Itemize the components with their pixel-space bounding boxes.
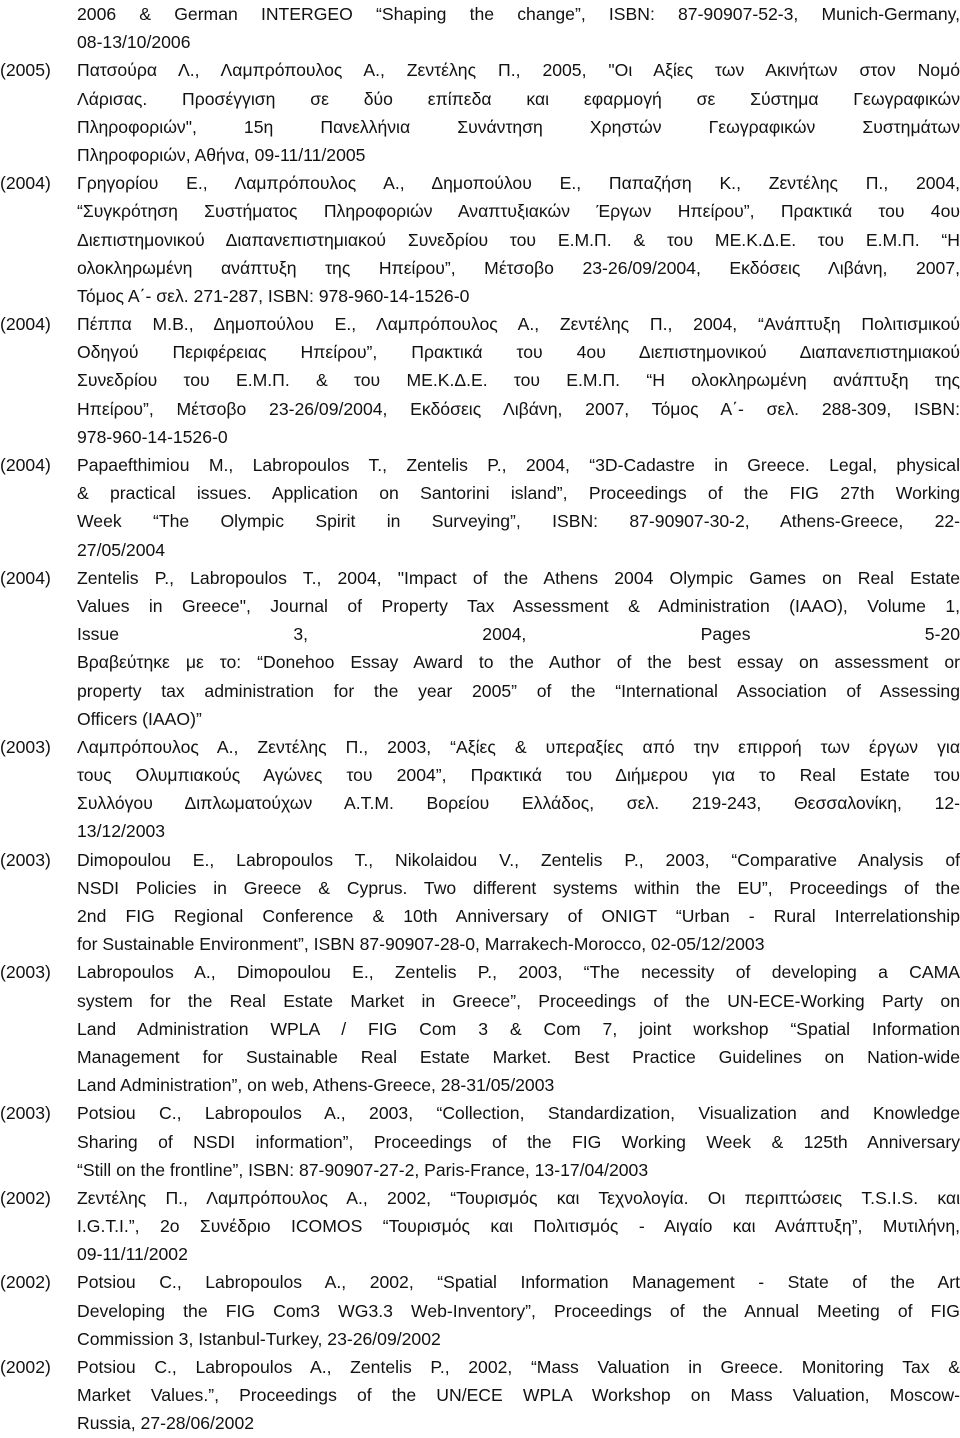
publication-citation — [77, 56, 960, 169]
publication-citation — [77, 564, 960, 733]
publication-entry — [0, 451, 960, 564]
publication-entry — [0, 1268, 960, 1353]
citation-line: property tax administration for the year 2005” of the “International Association of Assessing — [77, 680, 960, 701]
citation-line: Management for Sustainable Real Estate Market. Best Practice Guidelines on Nation-wide — [77, 1046, 960, 1067]
publication-citation — [77, 169, 960, 310]
publication-entry — [0, 564, 960, 733]
publication-year: (2004) — [0, 455, 51, 475]
citation-line: I.G.T.I.”, 2ο Συνέδριο ICOMOS “Τουρισμός και Πολιτισμός - Αιγαίο και Ανάπτυξη”, Μυτιλήνη, — [77, 1216, 960, 1237]
publication-entry — [0, 56, 960, 169]
citation-line: Potsiou C., Labropoulos A., 2002, “Spatial Information Management - State of the Art — [77, 1272, 960, 1293]
citation-line: Potsiou C., Labropoulos A., Zentelis P., 2002, “Mass Valuation in Greece. Monitoring Tax & — [77, 1357, 960, 1377]
publication-entry — [0, 733, 960, 846]
publication-year: (2003) — [0, 1103, 51, 1124]
citation-line: 978-960-14-1526-0 — [77, 426, 228, 447]
citation-line: Sharing of NSDI information”, Proceedings of the FIG Working Week & 125th Anniversary — [77, 1131, 960, 1152]
publication-citation — [77, 0, 960, 56]
citation-line: ολοκληρωμένη ανάπτυξη της Ηπείρου”, Μέτσοβο 23-26/09/2004, Εκδόσεις Λιβάνη, 2007, — [77, 257, 960, 278]
citation-line: Ηπείρου”, Μέτσοβο 23-26/09/2004, Εκδόσεις Λιβάνη, 2007, Τόμος Α΄- σελ. 288-309, ISBN: — [77, 398, 960, 419]
publication-entry — [0, 846, 960, 959]
citation-line: 09-11/11/2002 — [77, 1244, 188, 1265]
citation-line: Συνεδρίου του Ε.Μ.Π. & του ΜΕ.Κ.Δ.Ε. του Ε.Μ.Π. “Η ολοκληρωμένη ανάπτυξη της — [77, 370, 960, 391]
publication-year: (2004) — [0, 567, 51, 588]
publication-citation — [77, 451, 960, 564]
citation-line: Potsiou C., Labropoulos A., 2003, “Collection, Standardization, Visualization and Knowledge — [77, 1103, 960, 1124]
citation-line: Πέππα Μ.Β., Δημοπούλου Ε., Λαμπρόπουλος Α., Ζεντέλης Π., 2004, “Ανάπτυξη Πολιτισμικού — [77, 314, 960, 335]
publication-entry — [0, 169, 960, 310]
citation-line: Zentelis P., Labropoulos T., 2004, "Impact of the Athens 2004 Olympic Games on Real Estate — [77, 567, 960, 588]
citation-line: Διεπιστημονικού Διαπανεπιστημιακού Συνεδρίου του Ε.Μ.Π. & του ΜΕ.Κ.Δ.Ε. του Ε.Μ.Π. “Η — [77, 229, 960, 250]
publication-citation — [77, 846, 960, 959]
citation-line: Τόμος Α΄- σελ. 271-287, ISBN: 978-960-14-1526-0 — [77, 285, 470, 306]
publication-year: (2005) — [0, 60, 51, 81]
publication-citation — [77, 310, 960, 451]
publication-entry — [0, 0, 960, 56]
publication-year: (2002) — [0, 1187, 51, 1208]
publication-entry — [0, 1099, 960, 1184]
citation-line: Γρηγορίου Ε., Λαμπρόπουλος Α., Δημοπούλου Ε., Παπαζήση Κ., Ζεντέλης Π., 2004, — [77, 173, 960, 194]
publication-year: (2003) — [0, 962, 51, 983]
citation-line: for Sustainable Environment”, ISBN 87-90907-28-0, Marrakech-Morocco, 02-05/12/2003 — [77, 934, 765, 955]
citation-line: NSDI Policies in Greece & Cyprus. Two different systems within the EU”, Proceedings of the — [77, 877, 960, 898]
publication-citation — [77, 1184, 960, 1269]
citation-line: Commission 3, Istanbul-Turkey, 23-26/09/2002 — [77, 1328, 441, 1349]
citation-line: Πληροφοριών, Αθήνα, 09-11/11/2005 — [77, 144, 366, 165]
citation-line: “Συγκρότηση Συστήματος Πληροφοριών Αναπτυξιακών Έργων Ηπείρου”, Πρακτικά του 4ου — [77, 201, 960, 222]
citation-line: 27/05/2004 — [77, 539, 166, 560]
citation-line: Developing the FIG Com3 WG3.3 Web-Inventory”, Proceedings of the Annual Meeting of FIG — [77, 1300, 960, 1321]
citation-line: Land Administration WPLA / FIG Com 3 & Com 7, joint workshop “Spatial Information — [77, 1018, 960, 1039]
publication-year: (2002) — [0, 1272, 51, 1293]
publication-entry — [0, 1184, 960, 1269]
publication-citation — [77, 733, 960, 846]
publication-entry — [0, 1353, 960, 1438]
citation-line: “Still on the frontline”, ISBN: 87-90907-27-2, Paris-France, 13-17/04/2003 — [77, 1159, 649, 1180]
citation-line: τους Ολυμπιακούς Αγώνες του 2004”, Πρακτικά του Διήμερου για το Real Estate του — [77, 765, 960, 786]
citation-line: & practical issues. Application on Santorini island”, Proceedings of the FIG 27th Working — [77, 483, 960, 504]
citation-line: Officers (IAAO)” — [77, 708, 202, 729]
citation-line: Πληροφοριών", 15η Πανελλήνια Συνάντηση Χρηστών Γεωγραφικών Συστημάτων — [77, 116, 960, 137]
citation-line: Οδηγού Περιφέρειας Ηπείρου”, Πρακτικά του 4ου Διεπιστημονικού Διαπανεπιστημιακού — [77, 342, 960, 363]
citation-line: Πατσούρα Λ., Λαμπρόπουλος Α., Ζεντέλης Π., 2005, "Οι Αξίες των Ακινήτων στον Νομό — [77, 60, 960, 81]
citation-line: Papaefthimiou M., Labropoulos T., Zentelis P., 2004, “3D-Cadastre in Greece. Legal, physical — [77, 455, 960, 475]
citation-line: Λάρισας. Προσέγγιση σε δύο επίπεδα και εφαρμογή σε Σύστημα Γεωγραφικών — [77, 88, 960, 109]
publication-entry — [0, 958, 960, 1099]
citation-line: Land Administration”, on web, Athens-Greece, 28-31/05/2003 — [77, 1075, 555, 1096]
publication-year: (2003) — [0, 849, 51, 870]
citation-line: Ζεντέλης Π., Λαμπρόπουλος Α., 2002, “Τουρισμός και Τεχνολογία. Οι περιπτώσεις T.S.I.S. και — [77, 1187, 960, 1208]
publication-year: (2004) — [0, 314, 51, 335]
citation-line: Issue 3, 2004, Pages 5-20 — [77, 624, 960, 645]
publication-year: (2003) — [0, 736, 51, 757]
citation-line: Values in Greece", Journal of Property Tax Assessment & Administration (IAAO), Volume 1, — [77, 595, 960, 616]
citation-line: 2006 & German INTERGEO “Shaping the change”, ISBN: 87-90907-52-3, Munich-Germany, — [77, 4, 960, 24]
publication-citation — [77, 1268, 960, 1353]
citation-line: Dimopoulou E., Labropoulos T., Nikolaidou V., Zentelis P., 2003, “Comparative Analysis of — [77, 849, 960, 870]
citation-line: Russia, 27-28/06/2002 — [77, 1413, 255, 1434]
publication-year: (2002) — [0, 1357, 51, 1377]
citation-line: 2nd FIG Regional Conference & 10th Anniversary of ONIGT “Urban - Rural Interrelationship — [77, 906, 960, 926]
publication-citation — [77, 958, 960, 1099]
citation-line: Βραβεύτηκε με το: “Donehoo Essay Award to the Author of the best essay on assessment or — [77, 652, 960, 673]
publication-citation — [77, 1353, 960, 1438]
citation-line: Week “The Olympic Spirit in Surveying”, ISBN: 87-90907-30-2, Athens-Greece, 22- — [77, 511, 960, 532]
publication-year: (2004) — [0, 173, 51, 194]
citation-line: Συλλόγου Διπλωματούχων Α.Τ.Μ. Βορείου Ελλάδος, σελ. 219-243, Θεσσαλονίκη, 12- — [77, 793, 960, 814]
citation-line: system for the Real Estate Market in Greece”, Proceedings of the UN-ECE-Working Party on — [77, 990, 960, 1011]
citation-line: Λαμπρόπουλος Α., Ζεντέλης Π., 2003, “Αξίες & υπεραξίες από την επιρροή των έργων για — [77, 736, 960, 757]
citation-line: 08-13/10/2006 — [77, 32, 191, 53]
citation-line: Market Values.”, Proceedings of the UN/ECE WPLA Workshop on Mass Valuation, Moscow- — [77, 1385, 960, 1406]
citation-line: 13/12/2003 — [77, 821, 166, 842]
publication-entry — [0, 310, 960, 451]
publication-citation — [77, 1099, 960, 1184]
citation-line: Labropoulos A., Dimopoulou E., Zentelis P., 2003, “The necessity of developing a CAMA — [77, 962, 960, 983]
